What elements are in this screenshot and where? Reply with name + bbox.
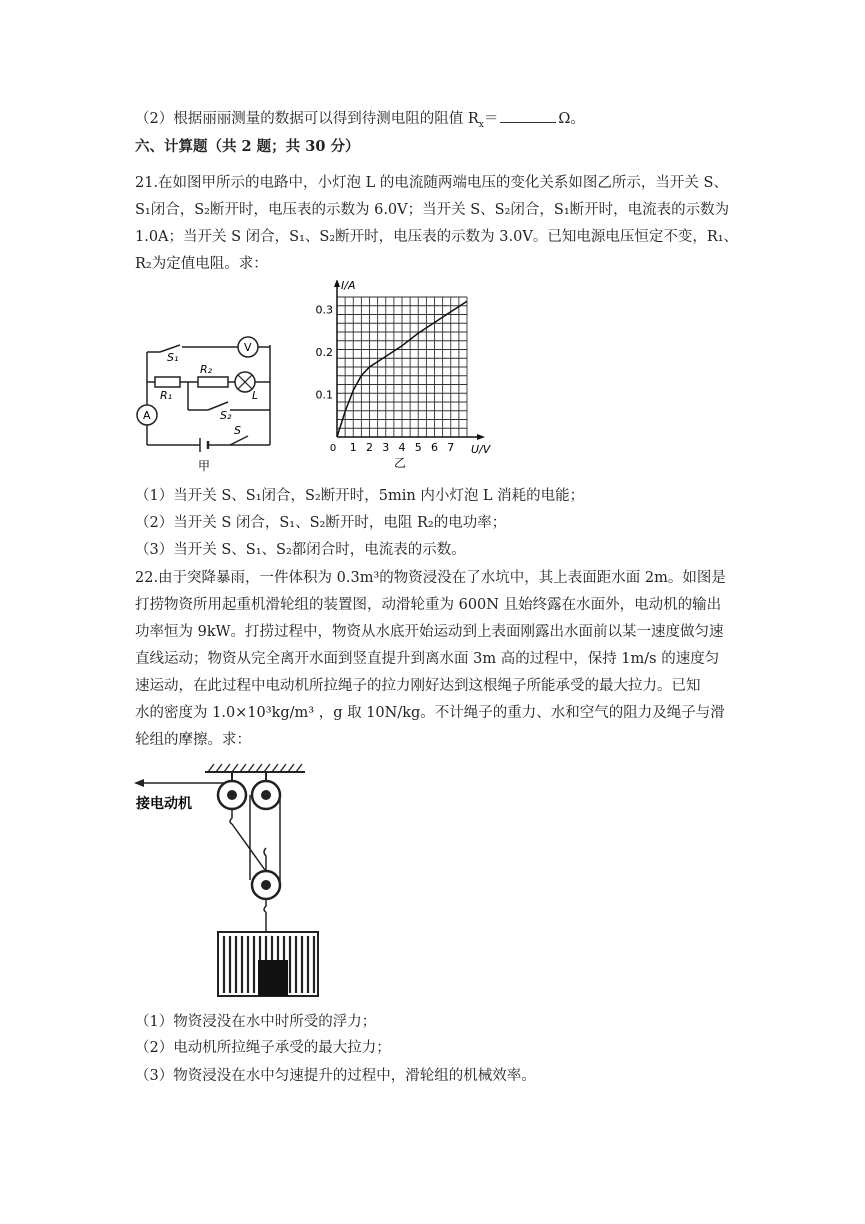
q21-part2: （2）当开关 S 闭合，S₁、S₂断开时，电阻 R₂的电功率； xyxy=(135,515,507,531)
ammeter-label: A xyxy=(143,409,151,422)
chart-caption: 乙 xyxy=(394,456,407,470)
x-axis-arrow xyxy=(477,434,485,440)
q22-line-3: 功率恒为 9kW。打捞过程中，物资从水底开始运动到上表面刚露出水面前以某一速度做匀速 xyxy=(135,624,724,640)
q22-line-4: 直线运动；物资从完全离开水面到竖直提升到离水面 3m 高的过程中，保持 1m/s 的速度匀 xyxy=(135,651,720,667)
pulley-diagram xyxy=(130,760,330,1000)
motor-label: 接电动机 xyxy=(136,796,192,812)
equals-sign: ＝ xyxy=(483,111,499,127)
x-tick-label: 7 xyxy=(447,441,455,454)
voltmeter-label: V xyxy=(244,341,252,354)
circuit-diagram xyxy=(130,325,280,475)
lamp-label: L xyxy=(252,389,259,402)
answer-blank[interactable] xyxy=(500,108,556,123)
x-tick-label: 6 xyxy=(431,441,438,454)
circuit-caption: 甲 xyxy=(198,459,211,473)
q21-part3: （3）当开关 S、S₁、S₂都闭合时，电流表的示数。 xyxy=(135,542,466,558)
origin-label: 0 xyxy=(329,443,337,454)
y-tick-label: 0.2 xyxy=(315,346,333,360)
q22-part1: （1）物资浸没在水中时所受的浮力； xyxy=(135,1014,377,1030)
q22-line-6: 水的密度为 1.0×10³kg/m³ ，g 取 10N/kg。不计绳子的重力、水和空气的阻力及绳子与滑 xyxy=(135,705,725,721)
q20-part2 xyxy=(135,108,585,135)
q22-line-1: 22.由于突降暴雨，一件体积为 0.3m³的物资浸没在了水坑中，其上表面距水面 2m。如图是 xyxy=(135,570,726,586)
q20-part2-text: （2）根据丽丽测量的数据可以得到待测电阻的阻值 R xyxy=(135,111,479,127)
x-tick-label: 5 xyxy=(414,441,422,454)
q22-line-5: 速运动，在此过程中电动机所拉绳子的拉力刚好达到这根绳子所能承受的最大拉力。已知 xyxy=(135,678,701,694)
q22-line-2: 打捞物资所用起重机滑轮组的装置图，动滑轮重为 600N 且始终露在水面外，电动机的输出 xyxy=(135,597,722,613)
q22-part2: （2）电动机所拉绳子承受的最大拉力； xyxy=(135,1040,391,1056)
q22-line-7: 轮组的摩擦。求： xyxy=(135,732,251,748)
s1-label: S₁ xyxy=(167,351,179,364)
x-tick-label: 2 xyxy=(366,441,373,454)
question-21 xyxy=(135,173,739,281)
resistance-subscript: x xyxy=(478,119,484,130)
y-tick-label: 0.1 xyxy=(315,388,333,402)
q21-line-2: S₁闭合，S₂断开时，电压表的示数为 6.0V；当开关 S、S₂闭合，S₁断开时，电流表的示数为 xyxy=(135,202,730,218)
unit-text: Ω。 xyxy=(558,111,585,127)
q21-line-1: 21.在如图甲所示的电路中，小灯泡 L 的电流随两端电压的变化关系如图乙所示，当开关 S、 xyxy=(135,175,728,191)
r1-label: R₁ xyxy=(160,389,173,402)
y-axis-label: I/A xyxy=(341,280,356,292)
q22-part3: （3）物资浸没在水中匀速提升的过程中，滑轮组的机械效率。 xyxy=(135,1068,536,1084)
y-axis-arrow xyxy=(334,280,340,287)
x-axis-label: U/V xyxy=(471,443,491,456)
chart-grid xyxy=(337,297,467,437)
r2-label: R₂ xyxy=(200,363,213,376)
x-tick-label: 1 xyxy=(349,441,357,454)
s-label: S xyxy=(234,424,241,437)
q21-line-3: 1.0A；当开关 S 闭合，S₁、S₂断开时，电压表的示数为 3.0V。已知电源电压恒定不变，R₁、 xyxy=(135,229,739,245)
x-tick-label: 3 xyxy=(382,441,390,454)
q21-line-4: R₂为定值电阻。求： xyxy=(135,256,268,272)
y-tick-label: 0.3 xyxy=(315,303,333,317)
s2-label: S₂ xyxy=(220,409,232,422)
question-22 xyxy=(135,568,735,757)
current-voltage-chart xyxy=(305,280,505,475)
q21-part1: （1）当开关 S、S₁闭合，S₂断开时，5min 内小灯泡 L 消耗的电能； xyxy=(135,488,585,504)
section-title: 六、计算题（共 2 题；共 30 分） xyxy=(135,138,360,155)
x-tick-label: 4 xyxy=(398,441,406,454)
